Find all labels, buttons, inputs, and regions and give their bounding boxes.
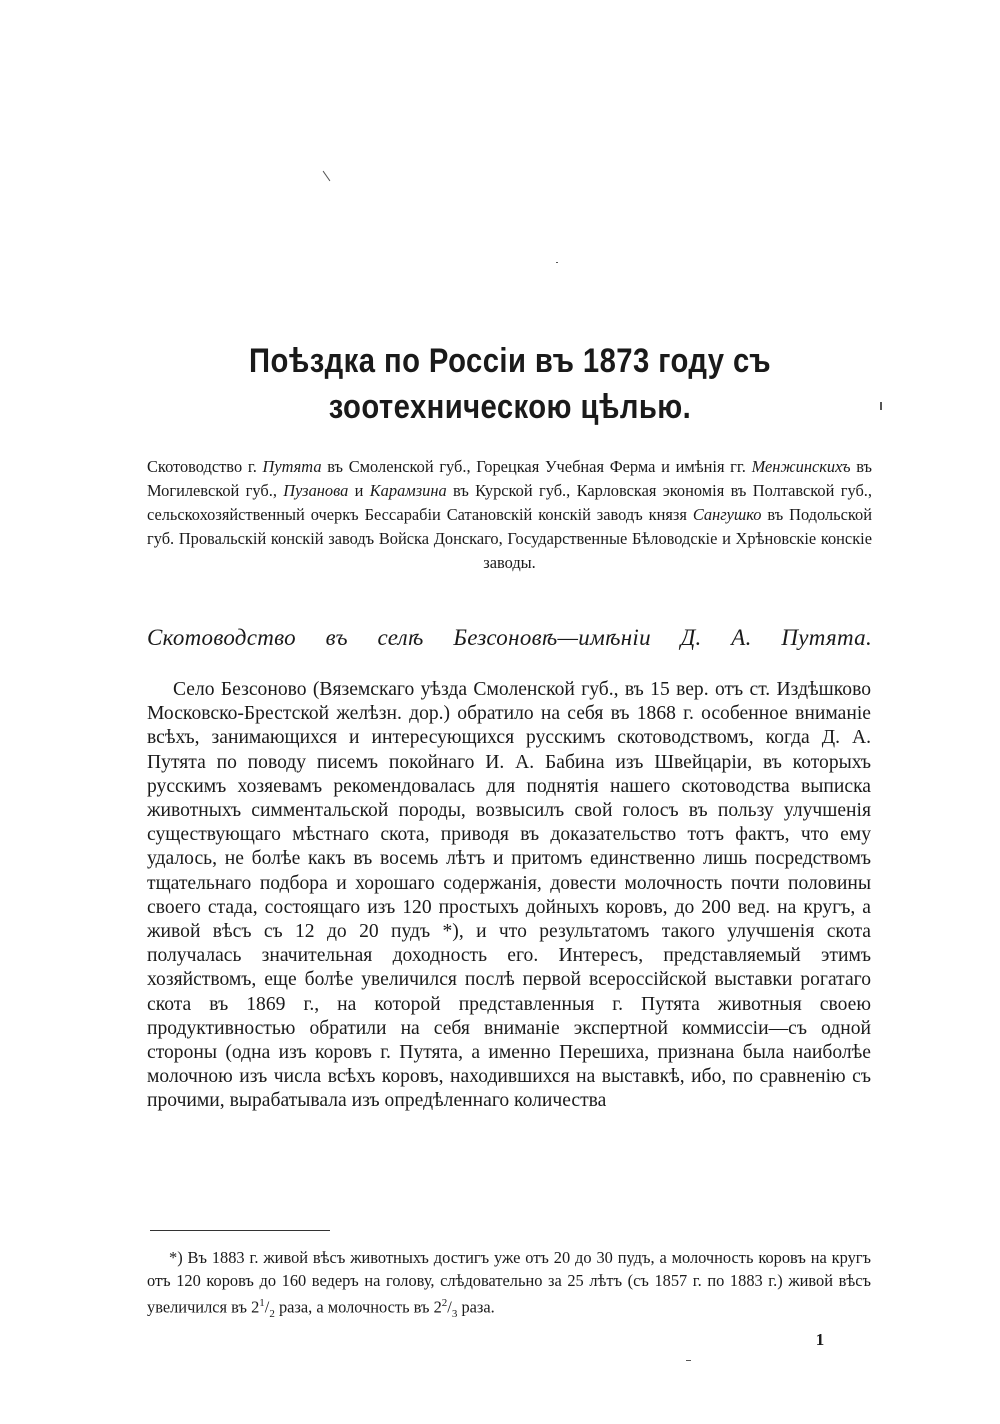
fraction-whole: 2: [251, 1297, 260, 1317]
footnote-text: раза.: [457, 1297, 495, 1317]
fraction-numerator: 1: [259, 1297, 265, 1309]
fraction-denominator: 3: [451, 1307, 458, 1320]
footnote-divider: [150, 1230, 330, 1231]
summary-name: Карамзина: [369, 481, 447, 500]
summary-text: и: [348, 481, 370, 500]
summary-text: Скотоводство г.: [147, 457, 263, 476]
scan-speck: [880, 402, 882, 410]
summary-name: Путята: [262, 457, 322, 476]
scan-speck: [323, 171, 331, 181]
summary-name: Пузанова: [283, 481, 349, 500]
summary-name: Сангушко: [692, 505, 762, 524]
article-title: Поѣздка по Россіи въ 1873 году съ зоотехническою цѣлью.: [249, 342, 771, 426]
fraction-numerator: 2: [441, 1297, 448, 1309]
page-number: 1: [815, 1330, 825, 1349]
summary-name: Менжинскихъ: [751, 457, 851, 476]
summary-text: въ Подольской губ. Провальскій конскій заводъ Войска Донскаго, Государственные Бѣловодскіе и Хрѣновскіе конскіе заводы.: [147, 505, 873, 572]
scan-speck: [686, 1360, 691, 1361]
summary-text: въ Могилевской губ.,: [147, 457, 873, 500]
summary-text: въ Смоленской губ., Горецкая Учебная Ферма и имѣнія гг.: [321, 457, 752, 476]
body-paragraph: Село Безсоново (Вяземскаго уѣзда Смоленской губ., въ 15 вер. отъ ст. Издѣшково Московско-Брестской желѣзн. дор.) обратило на себя въ 1868 г. особенное вниманіе всѣхъ, занимающихся и интересующихся русскимъ скотоводствомъ, когда Д. А. Путята по поводу писемъ покойнаго И. А. Бабина изъ Швейцаріи, въ которыхъ русскимъ хозяевамъ рекомендовалась для поднятія нашего скотоводства выписка животныхъ симментальской породы, возвысилъ свой голосъ въ пользу улучшенія существующаго мѣстнаго скота, приводя въ доказательство тотъ фактъ, что ему удалось, не болѣе какъ въ восемь лѣтъ и притомъ единственно лишь посредствомъ тщательнаго подбора и хорошаго содержанія, довести молочность почти половины своего стада, состоящаго изъ 120 простыхъ дойныхъ коровъ, до 200 вед. на кругъ, а живой вѣсъ съ 12 до 20 пудъ *), и что результатомъ такого улучшенія скота получалась значительная доходность его. Интересъ, представляемый этимъ хозяйствомъ, еще болѣе увеличился послѣ первой всероссійской выставки рогатаго скота въ 1869 г., на которой представленныя г. Путята животныя своею продуктивностью обратили на себя вниманіе экспертной коммиссіи—съ одной стороны (одна изъ коровъ г. Путята, а именно Перешиха, признана была наиболѣе молочною изъ числа всѣхъ коровъ, находившихся на выставкѣ, ибо, по сравненію съ прочими, вырабатывала изъ опредѣленнаго количества: [147, 679, 871, 1112]
footnote-text: *) Въ 1883 г. живой вѣсъ животныхъ достигъ уже отъ 20 до 30 пудъ, а молочность коровъ на кругъ отъ 120 коровъ до 160 ведеръ на голову, слѣдовательно за 25 лѣтъ (съ 1857 г. по 1883 г.) живой вѣсъ увеличился въ: [147, 1248, 871, 1317]
footnote: *) Въ 1883 г. живой вѣсъ животныхъ достигъ уже отъ 20 до 30 пудъ, а молочность коровъ на кругъ отъ 120 коровъ до 160 ведеръ на голову, слѣдовательно за 25 лѣтъ (съ 1857 г. по 1883 г.) живой вѣсъ увеличился въ $2^1/_2$ раза, а молочность въ $2^2/_3$ раза.: [147, 1248, 871, 1320]
scan-speck: [556, 262, 558, 263]
summary-text: въ Курской губ., Карловская экономія въ Полтавской губ., сельскохозяйственный очеркъ Бессарабіи Сатановскій конскій заводъ князя: [147, 481, 872, 524]
footnote-text: раза, а молочность въ: [274, 1297, 434, 1317]
section-heading: Скотоводство въ селѣ Безсоновѣ—имѣніи Д. А. Путята.: [147, 625, 872, 650]
fraction-whole: 2: [433, 1297, 442, 1317]
fraction-denominator: 2: [269, 1307, 275, 1320]
article-summary: [147, 455, 872, 575]
